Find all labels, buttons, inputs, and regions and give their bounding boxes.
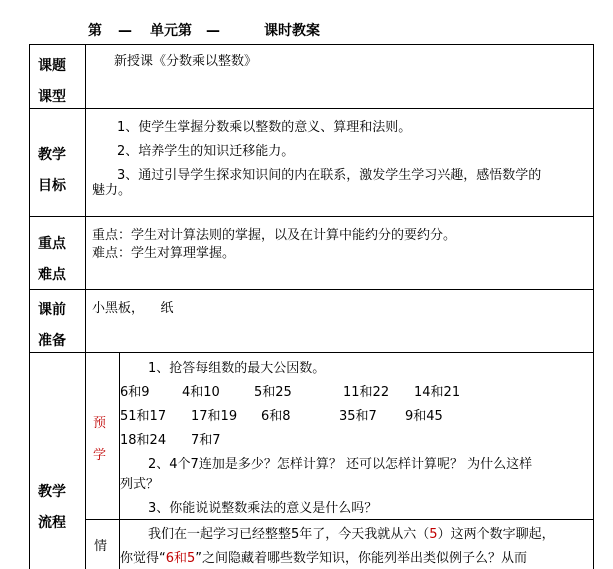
prep-label: 课前 — [38, 302, 66, 318]
lesson-type-label: 课型 — [38, 89, 66, 105]
topic-label: 课题 — [38, 58, 66, 74]
row-divider — [29, 216, 594, 217]
preview-question-1: 1、抢答每组数的最大公因数。 — [148, 361, 326, 376]
title-dash1: — — [118, 23, 132, 39]
table-left-border — [29, 44, 30, 569]
label-column-divider — [85, 44, 86, 569]
goal-item: 2、培养学生的知识迁移能力。 — [117, 144, 295, 159]
preview-label-char2: 学 — [93, 448, 107, 463]
process-label-2: 流程 — [38, 515, 66, 531]
goals-label: 教学 — [38, 147, 66, 163]
number-pair: 51和17 — [120, 409, 167, 424]
difficulty-label: 难点 — [38, 267, 66, 283]
key-point-text: 重点：学生对计算法则的掌握，以及在计算中能约分的要约分。 — [92, 228, 457, 243]
key-points-label: 重点 — [38, 236, 66, 252]
situation-line-2: 你觉得“6和5”之间隐藏着哪些数学知识，你能列举出类似例子么？从而 — [120, 551, 528, 566]
number-pair: 6和8 — [261, 409, 291, 424]
goal-item: 1、使学生掌握分数乘以整数的意义、算理和法则。 — [117, 120, 412, 135]
row-divider — [29, 352, 594, 353]
difficulty-text: 难点：学生对算理掌握。 — [92, 246, 236, 261]
number-pair: 17和19 — [191, 409, 238, 424]
number-pair: 5和25 — [254, 385, 292, 400]
title-part3: 课时教案 — [264, 23, 320, 39]
number-pair: 14和21 — [414, 385, 461, 400]
prep-content: 小黑板， 纸 — [92, 301, 174, 316]
situation-label: 情 — [94, 539, 108, 554]
number-pair: 4和10 — [182, 385, 220, 400]
table-right-border — [593, 44, 594, 569]
row-divider — [29, 108, 594, 109]
number-pair: 11和22 — [343, 385, 390, 400]
situation-line-1: 我们在一起学习已经整整5年了，今天我就从六（5）这两个数字聊起， — [148, 527, 555, 542]
title-dash2: — — [206, 23, 220, 39]
preview-question-2-cont: 列式？ — [120, 477, 160, 492]
goal-item: 魅力。 — [92, 183, 132, 198]
sub-row-divider — [85, 519, 594, 520]
title-part1: 第 — [88, 23, 102, 39]
number-pair: 18和24 — [120, 433, 167, 448]
preview-question-3: 3、你能说说整数乘法的意义是什么吗？ — [148, 501, 378, 516]
table-top-border — [29, 44, 594, 45]
goal-item: 3、通过引导学生探求知识间的内在联系，激发学生学习兴趣，感悟数学的 — [117, 168, 542, 183]
topic-content: 新授课《分数乘以整数》 — [114, 54, 258, 69]
preview-label-char1: 预 — [93, 416, 107, 431]
preview-question-2: 2、4个7连加是多少？怎样计算？ 还可以怎样计算呢？ 为什么这样 — [148, 457, 533, 472]
goals-label-2: 目标 — [38, 178, 66, 194]
number-pair: 6和9 — [120, 385, 150, 400]
prep-label-2: 准备 — [38, 333, 66, 349]
number-pair: 35和7 — [339, 409, 377, 424]
number-pair: 9和45 — [405, 409, 443, 424]
number-pair: 7和7 — [191, 433, 221, 448]
title-part2: 单元第 — [150, 23, 192, 39]
process-label: 教学 — [38, 484, 66, 500]
row-divider — [29, 289, 594, 290]
